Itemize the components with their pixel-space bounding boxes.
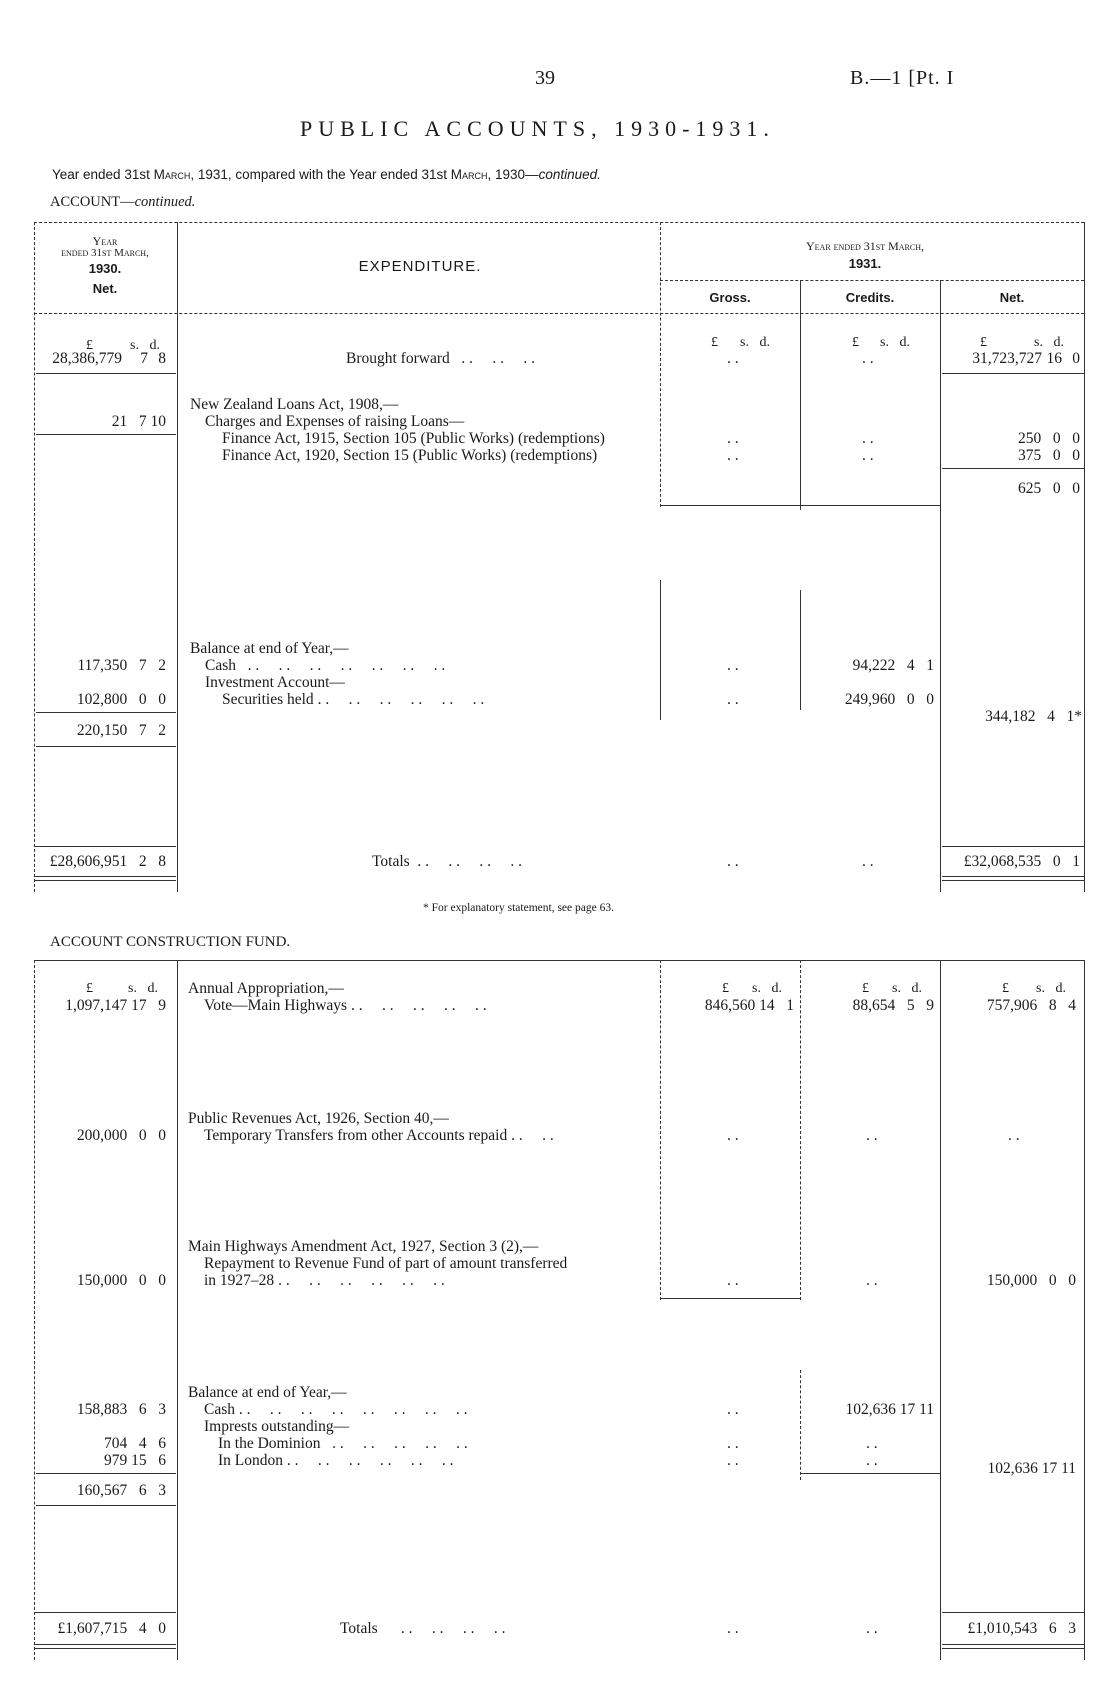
bf-net-pounds: 31,723,727: [972, 350, 1042, 367]
main-highways-amendment-title: Main Highways Amendment Act, 1927, Section 3 (2),—: [188, 1238, 539, 1255]
unit-sd: s. d.: [740, 335, 770, 350]
leader-dots: . .: [862, 430, 874, 447]
finance-act-1915-label: Finance Act, 1915, Section 105 (Public Works) (redemptions): [222, 430, 605, 447]
current-year-heading-line1: Year ended 31st March,: [805, 239, 924, 253]
nz-loans-charges-label: Charges and Expenses of raising Loans—: [205, 413, 465, 430]
unit-sd: s. d.: [130, 338, 160, 353]
unit-sd: s. d.: [880, 335, 910, 350]
imprests-outstanding-label: Imprests outstanding—: [204, 1418, 350, 1435]
securities-prev: 102,800 0 0: [76, 691, 166, 708]
totals-prev: £28,606,951 2 8: [49, 853, 166, 870]
public-revenues-act-title: Public Revenues Act, 1926, Section 40,—: [188, 1110, 449, 1127]
repayment-label-cont: in 1927–28 . . . . . . . . . . . .: [204, 1272, 445, 1289]
securities-credit: 249,960 0 0: [844, 691, 934, 708]
unit-pound: £: [86, 981, 93, 996]
unit-pound: £: [862, 981, 869, 996]
leader-dots: . .: [727, 1272, 739, 1289]
construction-fund-title: ACCOUNT CONSTRUCTION FUND.: [50, 934, 291, 950]
page-number: 39: [535, 67, 555, 89]
leader-dots: . .: [727, 1401, 739, 1418]
leader-dots: . .: [866, 1452, 878, 1469]
balance-cash-credit: 94,222 4 1: [852, 657, 934, 674]
balance-cash-credit: 102,636 17 11: [845, 1401, 934, 1418]
balance-cash-label: Cash . . . . . . . . . . . . . . . .: [204, 1401, 468, 1418]
leader-dots: . .: [862, 350, 874, 367]
prev-year-heading-net: Net.: [92, 281, 118, 296]
unit-pound: £: [980, 335, 987, 350]
prev-year-heading-line1: Year: [92, 234, 118, 248]
leader-dots: . .: [727, 1435, 739, 1452]
leader-dots: . .: [862, 447, 874, 464]
leader-dots: . .: [866, 1620, 878, 1637]
leader-dots: . .: [727, 1452, 739, 1469]
imprests-dominion-prev: 704 4 6: [104, 1435, 166, 1452]
unit-sd: s. d.: [1034, 335, 1064, 350]
unit-pound: £: [86, 338, 93, 353]
unit-sd: s. d.: [892, 981, 922, 996]
balance-net: 344,182 4 1*: [985, 708, 1082, 725]
finance-act-1920-label: Finance Act, 1920, Section 15 (Public Works) (redemptions): [222, 447, 598, 464]
unit-sd: s. d.: [752, 981, 782, 996]
balance-prev-total: 220,150 7 2: [76, 722, 166, 739]
annual-appropriation-prev: 1,097,147 17 9: [65, 997, 166, 1014]
leader-dots: . .: [727, 447, 739, 464]
imprests-london-prev: 979 15 6: [104, 1452, 166, 1469]
prev-year-heading-year: 1930.: [88, 261, 122, 276]
public-revenues-prev: 200,000 0 0: [76, 1127, 166, 1144]
leader-dots: . .: [866, 1435, 878, 1452]
balance-cash-prev: 158,883 6 3: [76, 1401, 166, 1418]
annual-appropriation-title: Annual Appropriation,—: [188, 980, 344, 997]
gross-heading: Gross.: [709, 290, 751, 305]
temporary-transfers-label: Temporary Transfers from other Accounts repaid . . . .: [204, 1127, 554, 1144]
credits-heading: Credits.: [845, 290, 895, 305]
repayment-net: 150,000 0 0: [986, 1272, 1076, 1289]
leader-dots: . .: [727, 691, 739, 708]
leader-dots: . .: [727, 657, 739, 674]
bf-prev-s: 7: [140, 350, 148, 367]
balance-prev-total: 160,567 6 3: [76, 1482, 166, 1499]
totals-net: £32,068,535 0 1: [963, 853, 1080, 870]
balance-title: Balance at end of Year,—: [188, 1384, 347, 1401]
repayment-prev: 150,000 0 0: [76, 1272, 166, 1289]
totals-prev: £1,607,715 4 0: [57, 1620, 166, 1637]
unit-pound: £: [852, 335, 859, 350]
prev-year-heading-line2: ended 31st March,: [61, 247, 149, 259]
bf-prev-pounds: 28,386,779: [52, 350, 122, 367]
unit-pound: £: [722, 981, 729, 996]
leader-dots: . .: [866, 1272, 878, 1289]
leader-dots: . .: [862, 853, 874, 870]
balance-cash-label: Cash . . . . . . . . . . . . . .: [205, 657, 446, 674]
account-label: ACCOUNT—continued.: [50, 194, 196, 210]
unit-sd: s. d.: [1036, 981, 1066, 996]
net-heading: Net.: [999, 290, 1025, 305]
repayment-label: Repayment to Revenue Fund of part of amount transferred: [204, 1255, 568, 1272]
unit-pound: £: [711, 335, 718, 350]
page-title: PUBLIC ACCOUNTS, 1930-1931.: [300, 116, 775, 141]
page-subtitle: Year ended 31st March, 1931, compared with the Year ended 31st March, 1930—continued.: [52, 167, 601, 182]
balance-net: 102,636 17 11: [987, 1460, 1076, 1477]
nz-loans-prev-net: 21 7 10: [111, 413, 166, 430]
securities-held-label: Securities held . . . . . . . . . . . .: [222, 691, 485, 708]
leader-dots: . .: [727, 1127, 739, 1144]
bf-prev-d: 8: [158, 350, 166, 367]
footnote: * For explanatory statement, see page 63.: [423, 902, 614, 914]
bf-net-d: 0: [1072, 350, 1080, 367]
imprests-dominion-label: In the Dominion . . . . . . . . . .: [218, 1435, 468, 1452]
investment-account-label: Investment Account—: [205, 674, 345, 691]
vote-main-highways-gross: 846,560 14 1: [704, 997, 794, 1014]
brought-forward-label: Brought forward . . . . . .: [346, 350, 535, 367]
totals-label: Totals . . . . . . . .: [372, 853, 523, 870]
vote-main-highways-net: 757,906 8 4: [986, 997, 1076, 1014]
expenditure-heading: EXPENDITURE.: [358, 258, 482, 275]
totals-label: Totals . . . . . . . .: [340, 1620, 506, 1637]
balance-cash-prev: 117,350 7 2: [77, 657, 166, 674]
leader-dots: . .: [866, 1127, 878, 1144]
finance-act-1920-net: 375 0 0: [1018, 447, 1080, 464]
current-year-heading-year: 1931.: [848, 256, 882, 271]
finance-act-1915-net: 250 0 0: [1018, 430, 1080, 447]
leader-dots: . .: [1008, 1127, 1020, 1144]
bf-net-s: 16: [1046, 350, 1062, 367]
leader-dots: . .: [727, 853, 739, 870]
section-reference: B.—1 [Pt. I: [850, 67, 955, 89]
unit-sd: s. d.: [128, 981, 158, 996]
leader-dots: . .: [727, 1620, 739, 1637]
totals-net: £1,010,543 6 3: [967, 1620, 1076, 1637]
balance-title: Balance at end of Year,—: [190, 640, 349, 657]
leader-dots: . .: [727, 430, 739, 447]
nz-loans-net-total: 625 0 0: [1018, 480, 1080, 497]
vote-main-highways-credit: 88,654 5 9: [852, 997, 934, 1014]
imprests-london-label: In London . . . . . . . . . . . .: [218, 1452, 454, 1469]
unit-pound: £: [1002, 981, 1009, 996]
leader-dots: . .: [727, 350, 739, 367]
vote-main-highways-label: Vote—Main Highways . . . . . . . . . .: [204, 997, 487, 1014]
nz-loans-act-title: New Zealand Loans Act, 1908,—: [190, 396, 399, 413]
